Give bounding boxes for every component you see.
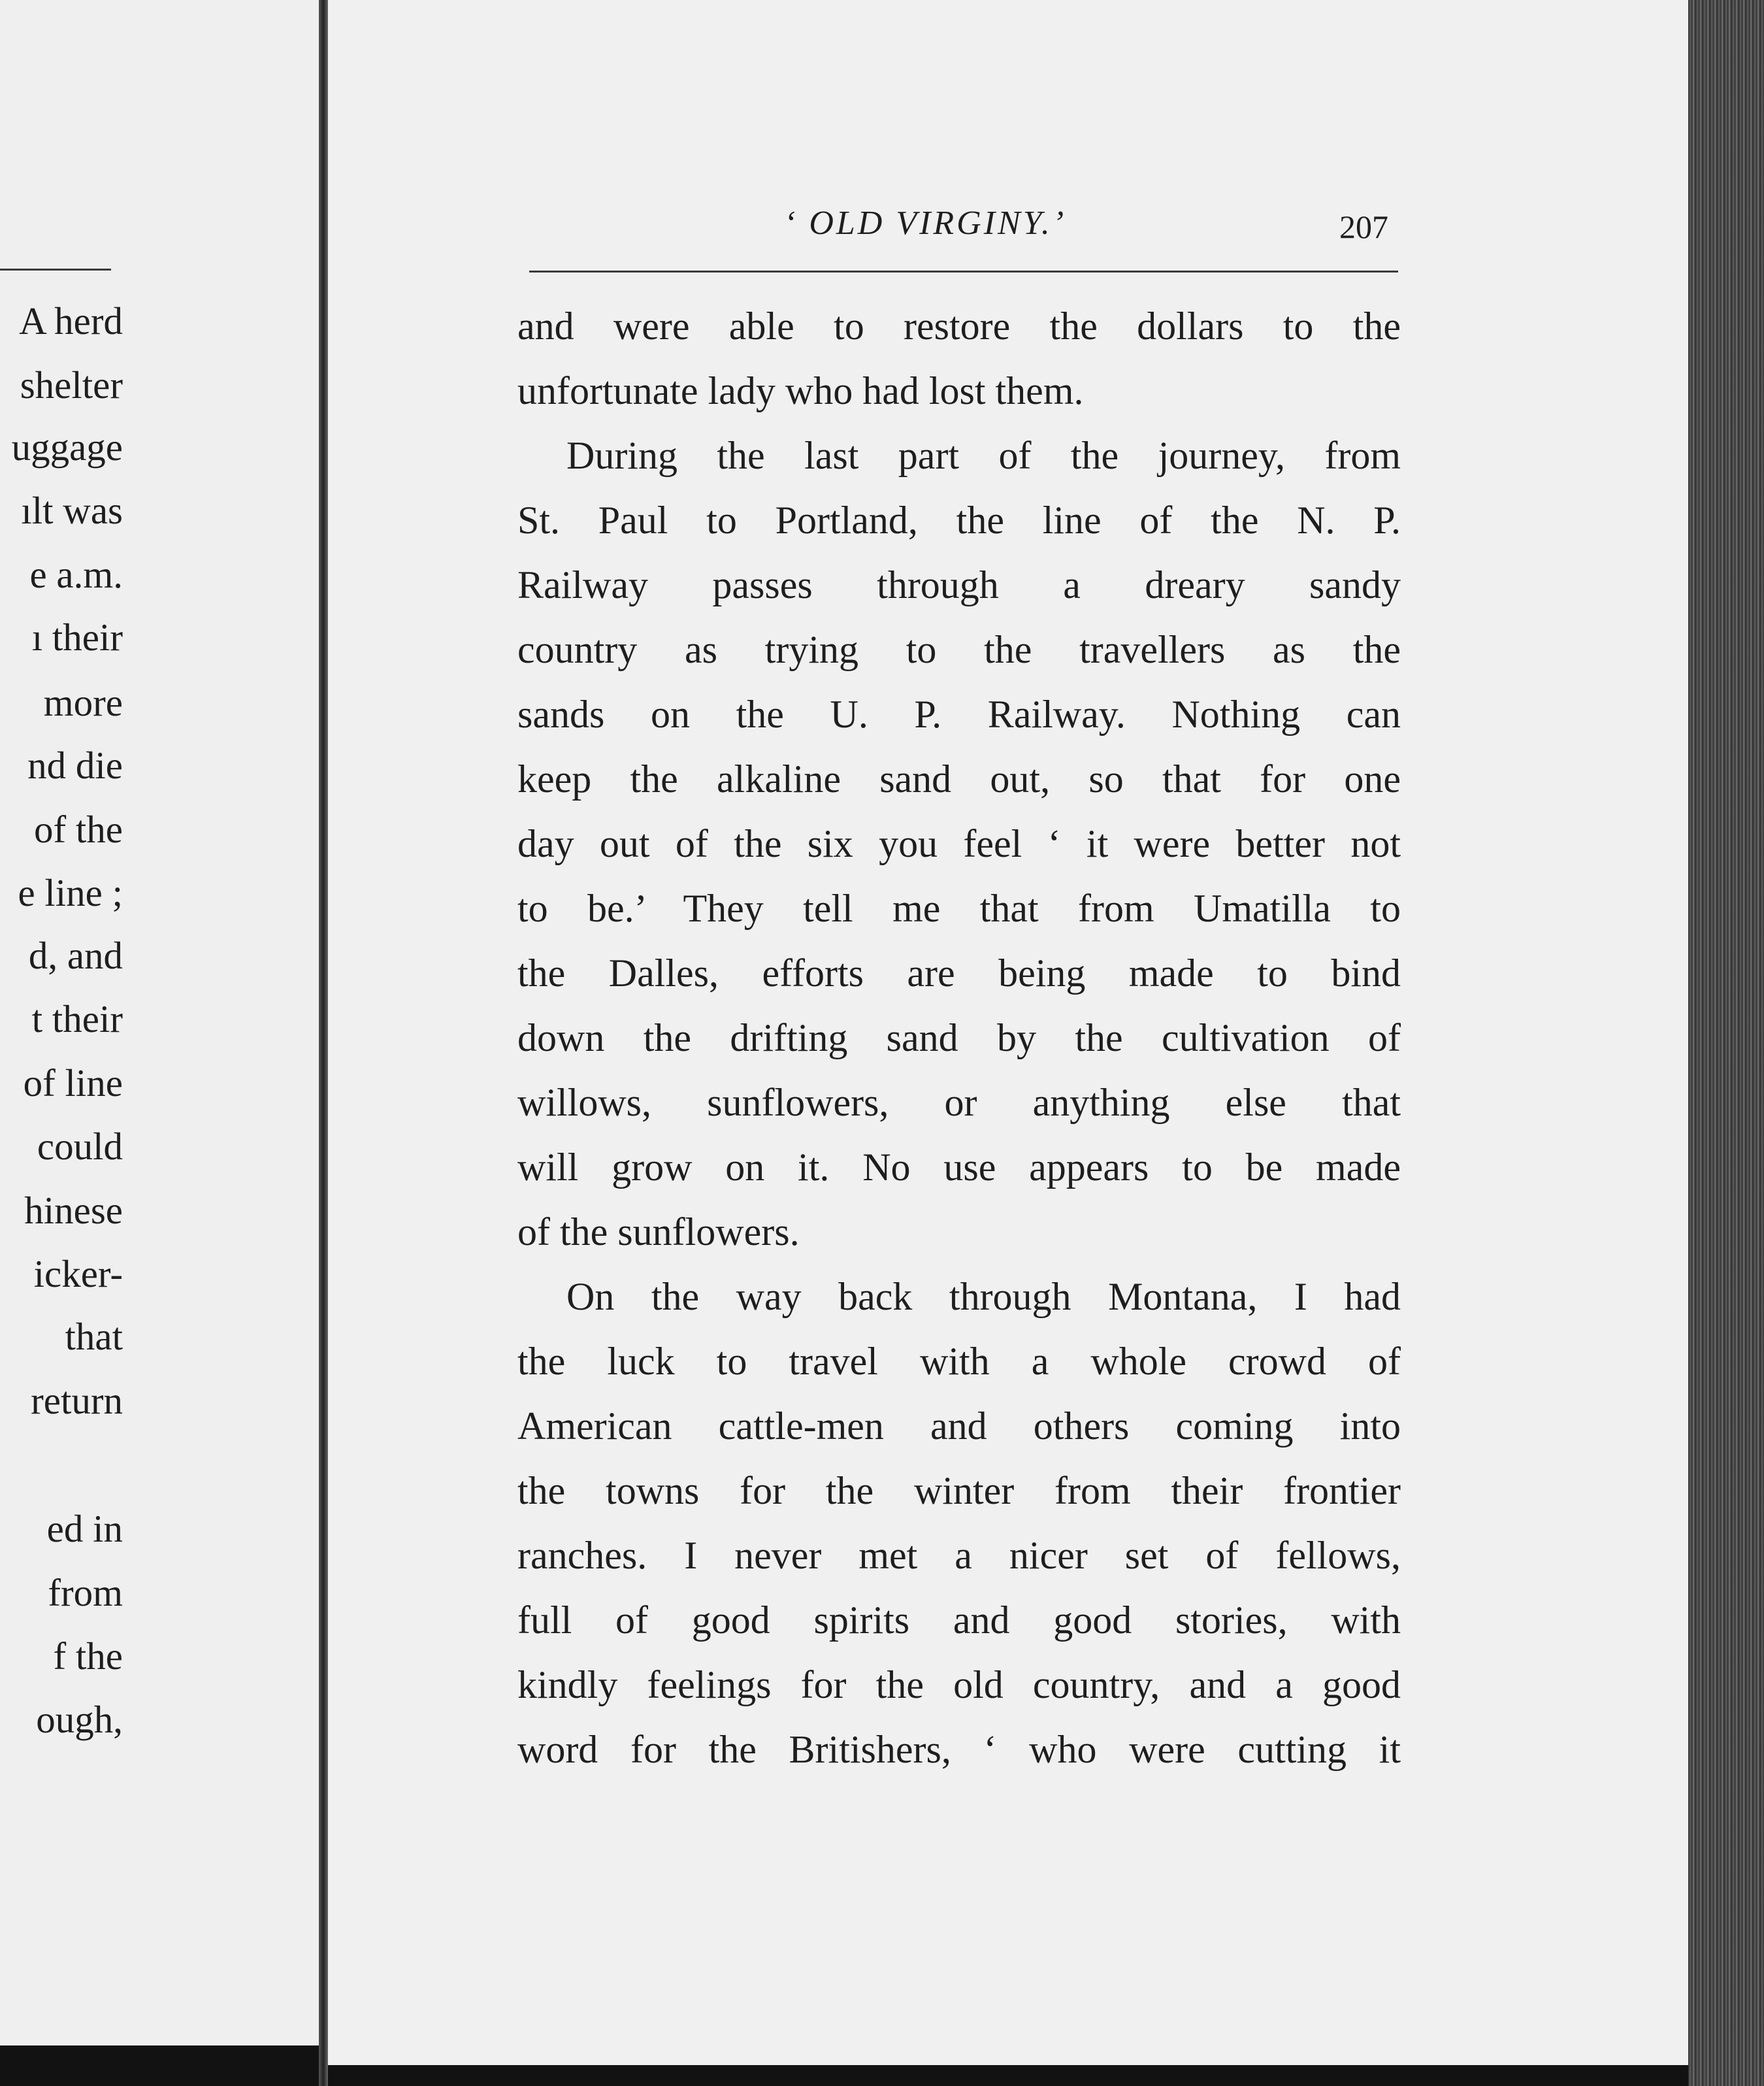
body-line: to be.’ They tell me that from Umatilla to [517,887,1401,930]
header-rule [529,271,1398,273]
left-page-line: that [65,1315,123,1358]
body-line: word for the Britishers, ‘ who were cutting it [517,1728,1401,1771]
book-gutter [319,0,328,2086]
body-line: the luck to travel with a whole crowd of [517,1340,1401,1383]
body-line: ranches. I never met a nicer set of fellows, [517,1534,1401,1577]
page-number: 207 [1339,208,1388,245]
body-line: country as trying to the travellers as the [517,628,1401,671]
left-page-line: e a.m. [29,553,123,596]
left-page [0,0,319,2045]
body-line: day out of the six you feel ‘ it were better not [517,822,1401,865]
body-line: kindly feelings for the old country, and a good [517,1663,1401,1706]
body-line: the Dalles, efforts are being made to bind [517,952,1401,995]
body-line: St. Paul to Portland, the line of the N. P. [517,499,1401,542]
body-line: and were able to restore the dollars to the [517,305,1401,348]
left-page-rule [0,269,111,271]
body-line: During the last part of the journey, from [566,434,1401,477]
body-line: the towns for the winter from their frontier [517,1469,1401,1512]
body-line: unfortunate lady who had lost them. [517,369,1084,412]
left-page-line: shelter [20,363,123,406]
left-page-line: nd die [27,744,123,787]
body-line: sands on the U. P. Railway. Nothing can [517,693,1401,736]
left-page-line: of line [23,1061,123,1104]
body-line: On the way back through Montana, I had [566,1275,1401,1318]
body-line: American cattle-men and others coming into [517,1404,1401,1448]
body-line: keep the alkaline sand out, so that for one [517,757,1401,801]
body-text [517,294,1401,1782]
body-line: of the sunflowers. [517,1210,800,1253]
left-page-line: uggage [11,425,123,469]
body-line: willows, sunflowers, or anything else that [517,1081,1401,1124]
left-page-line: A herd [19,299,123,342]
body-line: down the drifting sand by the cultivation of [517,1016,1401,1059]
left-page-line: e line ; [18,871,123,914]
left-page-line: ılt was [21,489,123,532]
left-page-line: ough, [36,1698,123,1741]
left-page-line: t their [31,997,123,1040]
running-title: ‘ OLD VIRGINY.’ [784,205,1067,242]
left-page-line: f the [53,1634,123,1678]
left-page-line: more [43,681,123,724]
left-page-line: d, and [28,934,123,977]
left-page-line: ı their [31,616,123,659]
left-page-line: from [48,1571,123,1614]
left-page-line: of the [34,808,123,851]
left-page-line: ed in [46,1507,123,1550]
left-page-line: icker- [33,1252,123,1295]
body-line: full of good spirits and good stories, with [517,1598,1401,1642]
body-line: Railway passes through a dreary sandy [517,563,1401,606]
left-page-line: hinese [24,1189,123,1232]
left-page-line: return [31,1379,123,1422]
left-page-line: could [37,1125,123,1168]
body-line: will grow on it. No use appears to be made [517,1146,1401,1189]
page-edges [1688,0,1764,2086]
